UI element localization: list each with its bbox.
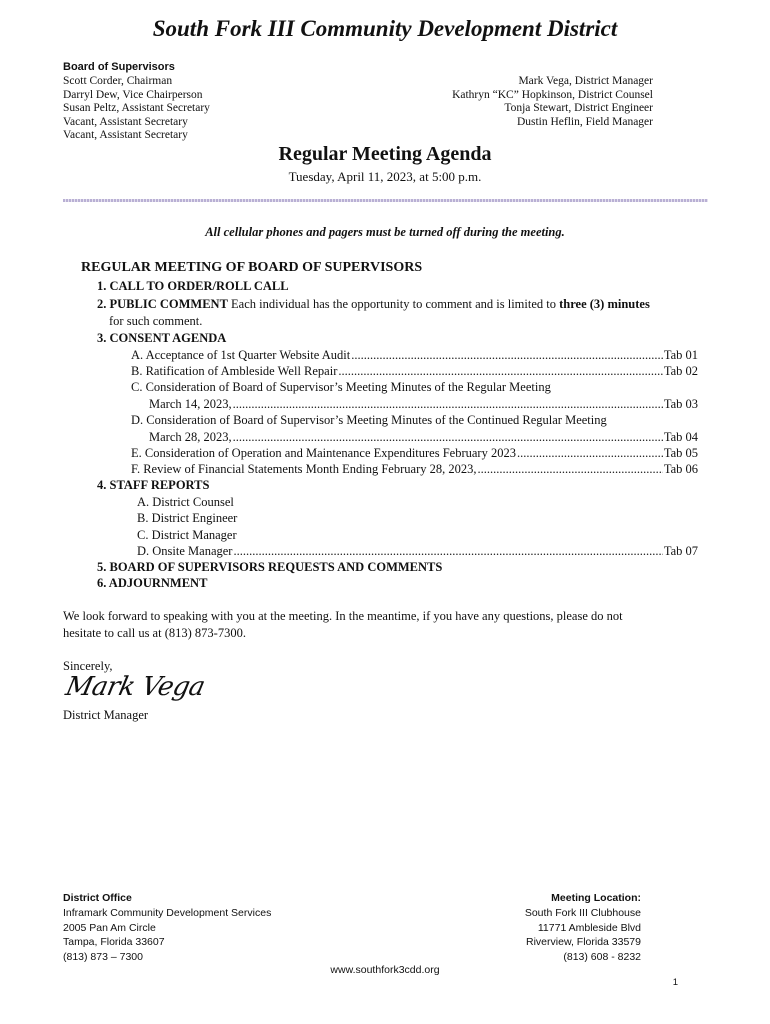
public-comment-label: 2. PUBLIC COMMENT [97, 297, 228, 311]
page-number: 1 [672, 977, 678, 988]
leader-dots [351, 348, 663, 363]
tab-label: Tab 02 [663, 364, 698, 378]
consent-item-c-line1: C. Consideration of Board of Supervisor’s Meeting Minutes of the Regular Meeting [131, 380, 551, 394]
staff-member: Kathryn “KC” Hopkinson, District Counsel [452, 88, 653, 101]
agenda-item-board-requests: 5. BOARD OF SUPERVISORS REQUESTS AND COMMENTS [97, 560, 443, 574]
leader-dots [233, 544, 662, 559]
phone-notice: All cellular phones and pagers must be turned off during the meeting. [205, 225, 565, 239]
office-line: (813) 873 – 7300 [63, 951, 143, 964]
meeting-date: Tuesday, April 11, 2023, at 5:00 p.m. [288, 169, 482, 184]
consent-item-c-text: March 14, 2023, [149, 397, 232, 411]
consent-item-e [131, 446, 698, 461]
agenda-item-public-comment [97, 297, 650, 312]
district-office-block [63, 891, 271, 965]
consent-item-f-text: F. Review of Financial Statements Month Ending February 28, 2023, [131, 462, 477, 476]
leader-dots [233, 430, 663, 445]
staff-list-right [452, 75, 653, 129]
staff-report-c: C. District Manager [137, 528, 237, 542]
consent-item-a-text: A. Acceptance of 1st Quarter Website Audit [131, 348, 351, 362]
board-member: Vacant, Assistant Secretary [63, 129, 188, 142]
consent-item-d-text: March 28, 2023, [149, 430, 232, 444]
staff-report-b: B. District Engineer [137, 511, 238, 525]
closing-line: hesitate to call us at (813) 873-7300. [63, 626, 246, 640]
closing-line: We look forward to speaking with you at the meeting. In the meantime, if you have any questions, please do not [63, 609, 623, 623]
consent-item-c [149, 397, 698, 412]
staff-report-a: A. District Counsel [137, 495, 234, 509]
location-line: (813) 608 - 8232 [563, 951, 641, 964]
closing-paragraph [63, 608, 708, 642]
tab-label: Tab 04 [663, 430, 698, 444]
board-member: Susan Peltz, Assistant Secretary [63, 102, 210, 115]
meeting-location-block [525, 891, 641, 965]
leader-dots [233, 397, 663, 412]
section-heading: REGULAR MEETING OF BOARD OF SUPERVISORS [81, 260, 423, 275]
tab-label: Tab 07 [663, 544, 698, 558]
location-line: Riverview, Florida 33579 [526, 936, 641, 949]
location-line: South Fork III Clubhouse [524, 906, 641, 919]
staff-member: Dustin Heflin, Field Manager [516, 115, 653, 128]
signature: Mark Vega [63, 672, 208, 702]
public-comment-limit: three (3) minutes [559, 297, 650, 311]
staff-report-d-text: D. Onsite Manager [137, 544, 233, 558]
tab-label: Tab 01 [663, 348, 698, 362]
sincerely-text: Sincerely, [63, 659, 113, 673]
leader-dots [338, 364, 662, 379]
agenda-item-consent: 3. CONSENT AGENDA [97, 331, 227, 345]
office-line: Tampa, Florida 33607 [63, 936, 165, 949]
board-list-left [63, 75, 210, 143]
location-line: 11771 Ambleside Blvd [537, 921, 641, 934]
consent-item-b-text: B. Ratification of Ambleside Well Repair [131, 364, 338, 378]
public-comment-text: Each individual has the opportunity to comment and is limited to [227, 297, 560, 311]
consent-item-a [131, 348, 698, 363]
leader-dots [477, 462, 662, 477]
consent-item-d [149, 430, 698, 445]
tab-label: Tab 05 [663, 446, 698, 460]
agenda-item-staff-reports: 4. STAFF REPORTS [97, 478, 210, 492]
district-office-heading: District Office [63, 892, 132, 904]
board-member: Vacant, Assistant Secretary [63, 115, 188, 128]
staff-report-d [137, 544, 698, 559]
website-url: www.southfork3cdd.org [330, 964, 440, 976]
agenda-item-adjournment: 6. ADJOURNMENT [97, 576, 208, 590]
leader-dots [517, 446, 663, 461]
consent-item-b [131, 364, 698, 379]
office-line: Inframark Community Development Services [63, 906, 272, 919]
staff-member: Tonja Stewart, District Engineer [504, 102, 653, 115]
tab-label: Tab 06 [663, 462, 698, 476]
board-member: Darryl Dew, Vice Chairperson [63, 88, 203, 101]
consent-item-d-line1: D. Consideration of Board of Supervisor’s Meeting Minutes of the Continued Regular Meeting [131, 413, 607, 427]
meeting-location-heading: Meeting Location: [551, 892, 641, 904]
district-title: South Fork III Community Development District [152, 16, 618, 41]
staff-member: Mark Vega, District Manager [518, 75, 653, 87]
consent-item-f [131, 462, 698, 477]
divider-rule [63, 199, 708, 202]
tab-label: Tab 03 [663, 397, 698, 411]
agenda-item-call-to-order: 1. CALL TO ORDER/ROLL CALL [97, 279, 289, 293]
signer-title: District Manager [63, 708, 149, 722]
office-line: 2005 Pan Am Circle [63, 921, 156, 934]
board-member: Scott Corder, Chairman [63, 75, 173, 87]
agenda-title: Regular Meeting Agenda [278, 143, 492, 165]
public-comment-continuation: for such comment. [109, 314, 203, 328]
board-heading: Board of Supervisors [63, 61, 175, 73]
consent-item-e-text: E. Consideration of Operation and Maintenance Expenditures February 2023 [131, 446, 516, 460]
